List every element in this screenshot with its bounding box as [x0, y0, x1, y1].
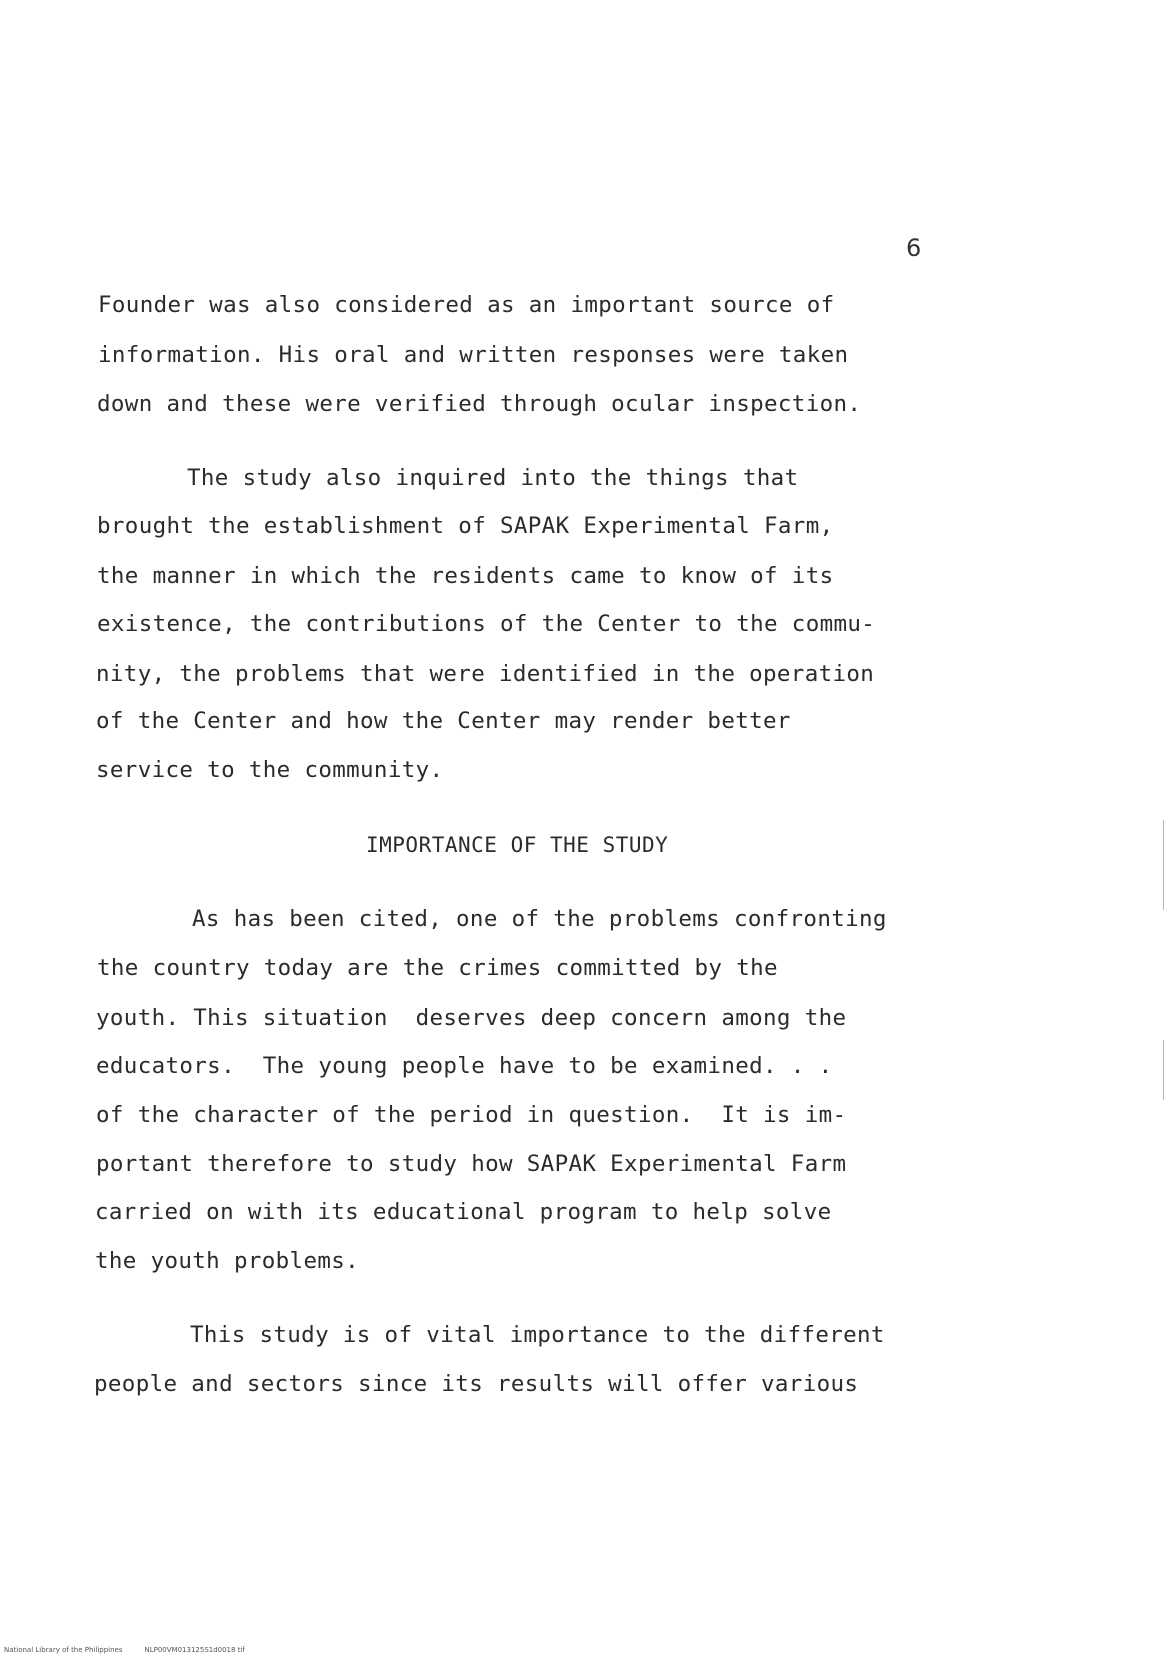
- text-line: people and sectors since its results will offer various: [94, 1371, 859, 1397]
- page-number: 6: [906, 234, 922, 262]
- text-line: This study is of vital importance to the different: [190, 1322, 885, 1348]
- text-line: the youth problems.: [95, 1248, 360, 1274]
- text-line: brought the establishment of SAPAK Experimental Farm,: [97, 513, 834, 539]
- text-line: down and these were verified through ocular inspection.: [97, 391, 862, 417]
- text-line: existence, the contributions of the Center to the commu-: [97, 611, 876, 637]
- text-line: youth. This situation deserves deep concern among the: [96, 1005, 847, 1031]
- text-line: As has been cited, one of the problems confronting: [192, 906, 887, 932]
- scan-edge-mark: [1163, 820, 1164, 910]
- scan-edge-mark: [1163, 1040, 1164, 1100]
- footer-library: National Library of the Philippines: [4, 1646, 123, 1654]
- text-line: the manner in which the residents came to know of its: [97, 563, 834, 589]
- text-line: educators. The young people have to be examined. . .: [96, 1053, 833, 1079]
- text-line: of the character of the period in question. It is im-: [96, 1102, 847, 1128]
- scan-footer: [4, 1646, 245, 1654]
- text-line: The study also inquired into the things that: [187, 465, 799, 491]
- text-line: carried on with its educational program to help solve: [95, 1199, 832, 1225]
- text-line: portant therefore to study how SAPAK Experimental Farm: [96, 1151, 847, 1177]
- text-line: the country today are the crimes committed by the: [97, 955, 778, 981]
- footer-code: NLP00VM013125S1d0018 tif: [144, 1646, 245, 1654]
- text-line: Founder was also considered as an important source of: [98, 292, 835, 318]
- text-line: information. His oral and written responses were taken: [98, 342, 849, 368]
- text-line: nity, the problems that were identified in the operation: [96, 661, 875, 687]
- section-heading: IMPORTANCE OF THE STUDY: [366, 833, 669, 857]
- text-line: of the Center and how the Center may render better: [96, 708, 791, 734]
- text-line: service to the community.: [96, 757, 444, 783]
